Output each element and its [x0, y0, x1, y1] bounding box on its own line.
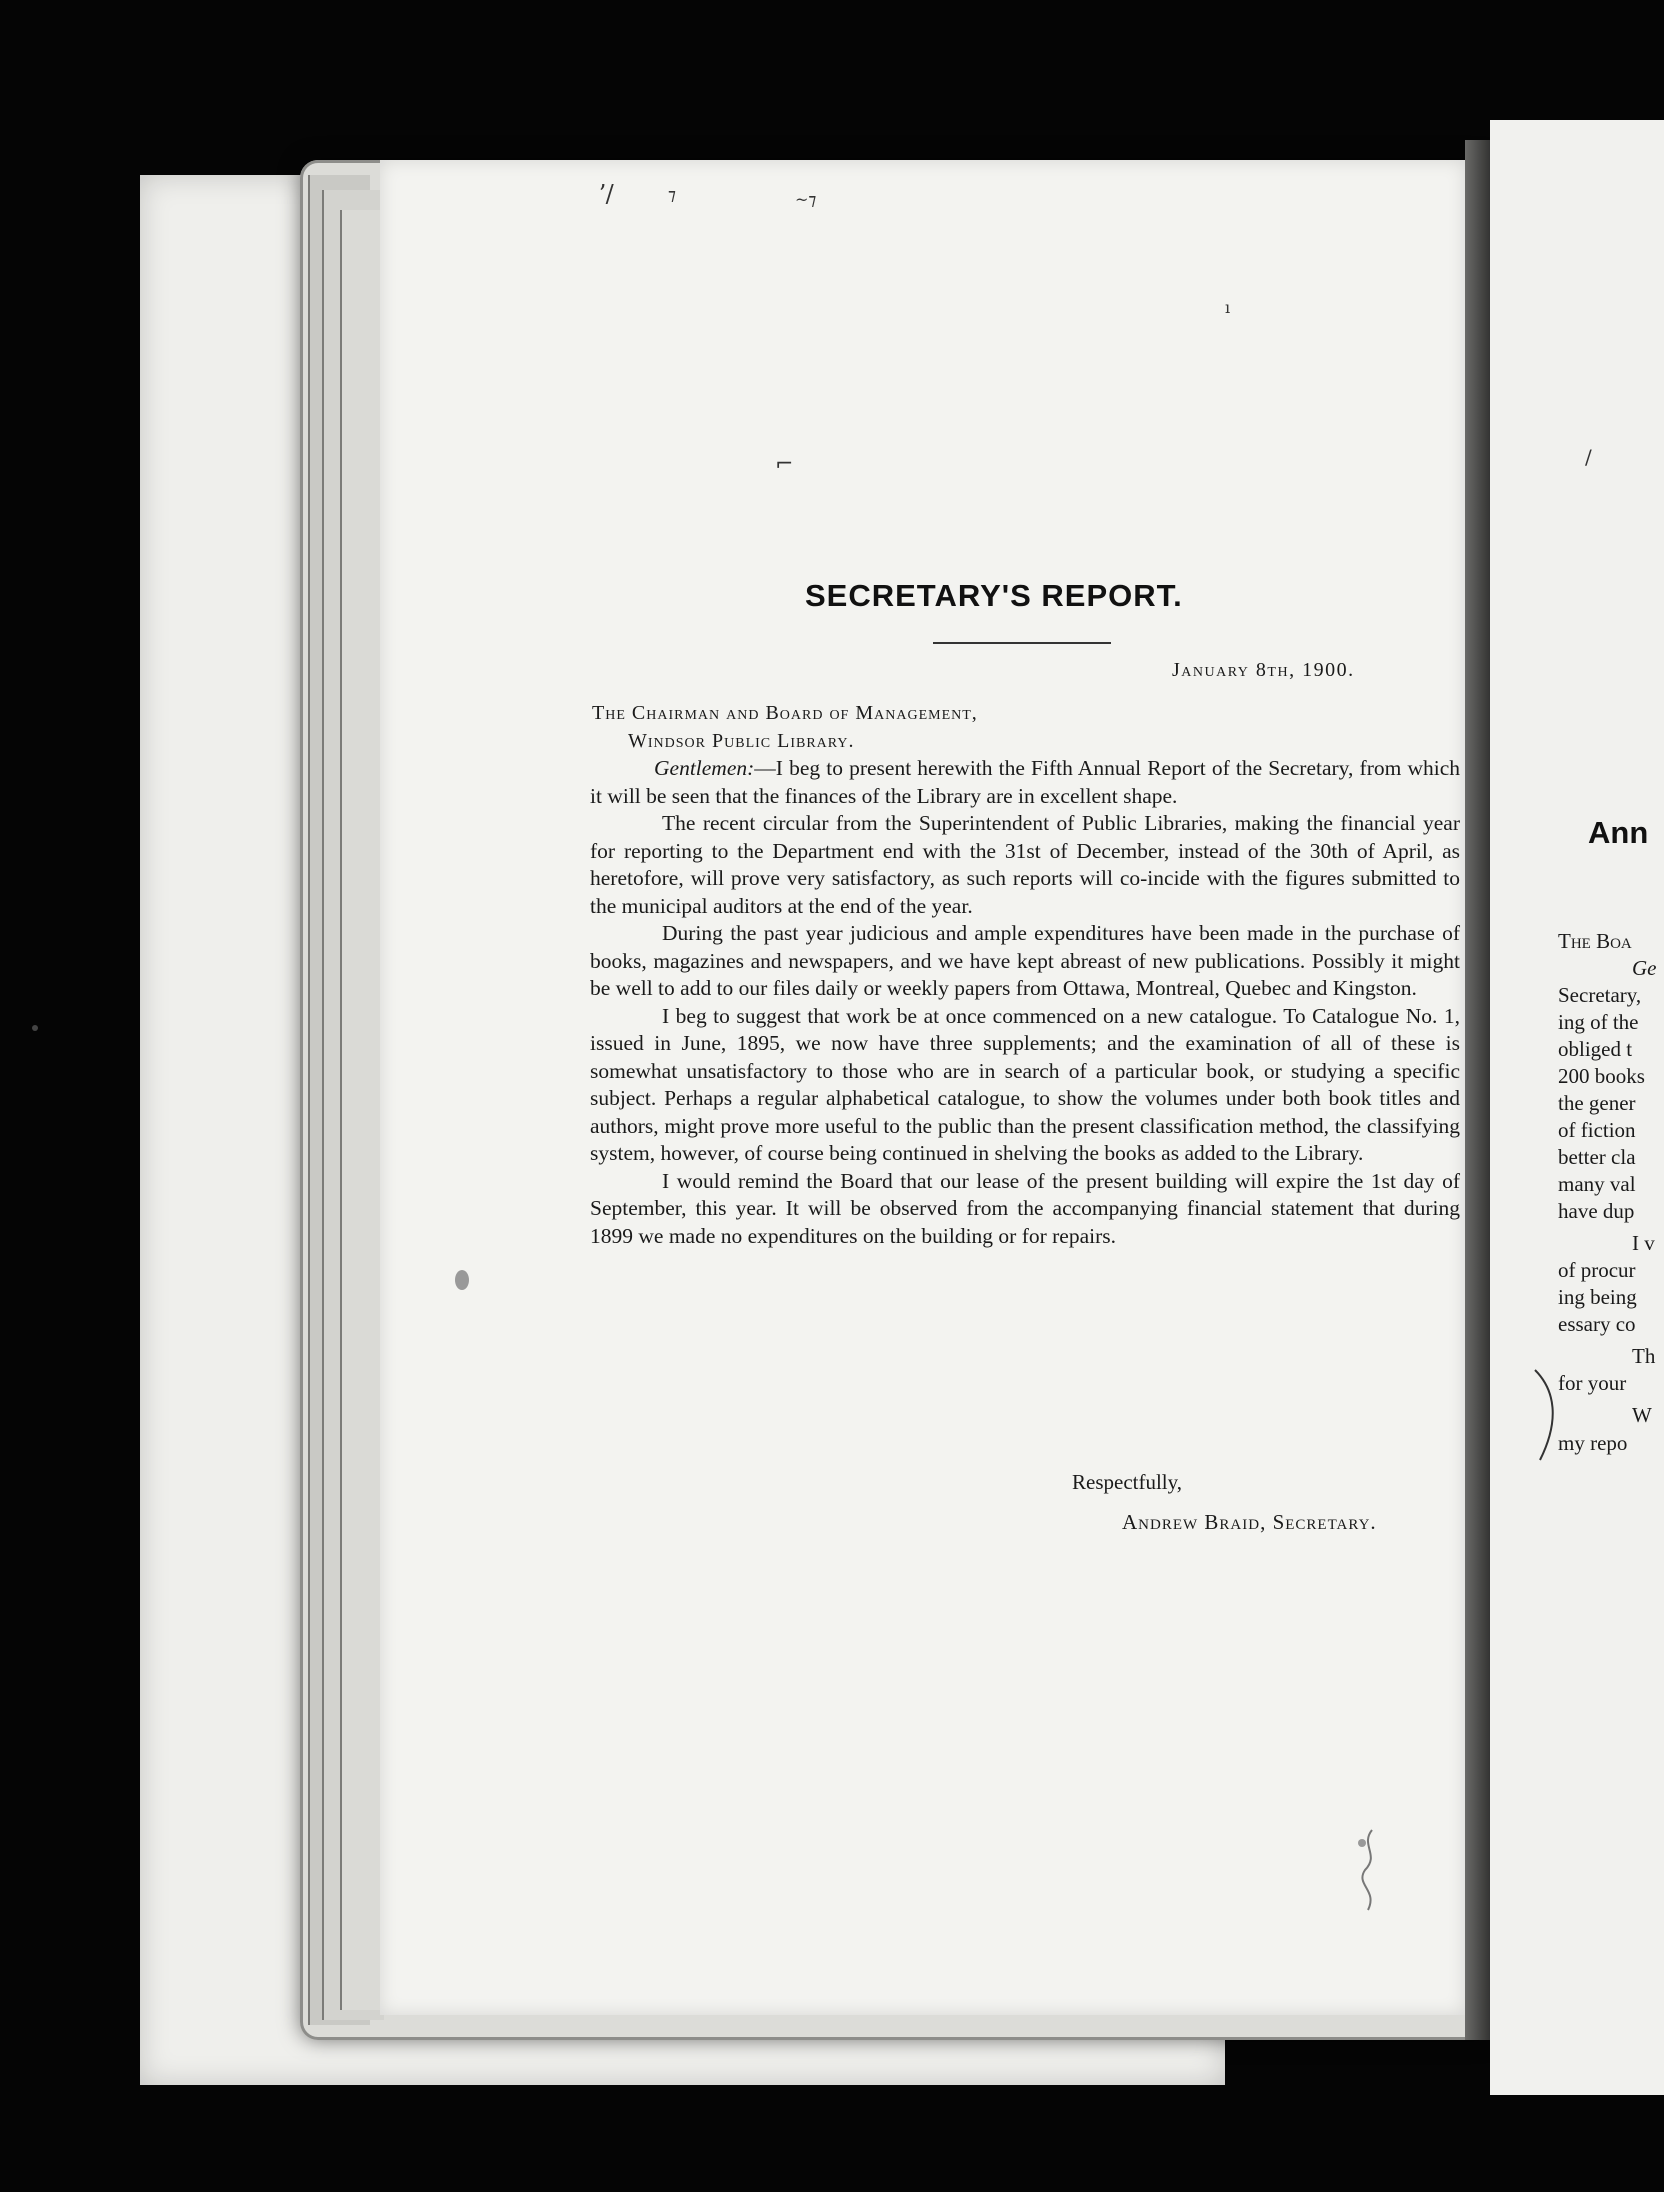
handwritten-mark: /	[1585, 445, 1592, 469]
facing-line: Secretary,	[1558, 983, 1642, 1007]
facing-line: essary co	[1558, 1312, 1636, 1336]
address-line-2: Windsor Public Library.	[628, 730, 855, 752]
facing-line: have dup	[1558, 1199, 1635, 1223]
gutter-shadow	[1465, 140, 1493, 2040]
facing-line: W	[1632, 1403, 1652, 1427]
handwritten-mark: ⁊	[668, 185, 676, 204]
bracket-mark	[1530, 1360, 1570, 1470]
handwritten-mark: ı	[1225, 298, 1231, 317]
address-line-1: The Chairman and Board of Management,	[592, 702, 978, 724]
facing-line: of fiction	[1558, 1118, 1636, 1142]
facing-line: 200 books	[1558, 1064, 1645, 1088]
facing-line: better cla	[1558, 1145, 1636, 1169]
facing-line: obliged t	[1558, 1037, 1633, 1061]
handwritten-mark: ⌐	[775, 452, 794, 477]
handwritten-mark: ʼ/	[598, 180, 614, 208]
facing-line: my repo	[1558, 1431, 1628, 1455]
facing-line: ing of the	[1558, 1010, 1639, 1034]
report-date: January 8th, 1900.	[1172, 659, 1355, 681]
facing-line: of procur	[1558, 1258, 1636, 1282]
facing-line: many val	[1558, 1172, 1636, 1196]
dust-speck	[32, 1025, 38, 1031]
pencil-scribble	[1350, 1825, 1390, 1915]
facing-line: ing being	[1558, 1285, 1637, 1309]
paragraph-1	[590, 755, 1460, 810]
facing-line: The Boa	[1558, 929, 1632, 953]
paragraph-4: I beg to suggest that work be at once commenced on a new catalogue. To Catalogue No. 1, issued in June, 1895, we now have three supplements; and the examination of all of these is somewhat unsatisfactory to those who are in search of a particular book, or studying a specific subject. Perhaps a regular alphabetical catalogue, to show the volumes under both book titles and authors, might prove more useful to the public than the present classification method, the classifying system, however, of course being continued in shelving the books as added to the Library.	[590, 1003, 1460, 1165]
facing-line: the gener	[1558, 1091, 1636, 1115]
report-body	[590, 755, 1460, 1250]
paragraph-5: I would remind the Board that our lease of the present building will expire the 1st day of September, this year. It will be observed from the accompanying financial statement that during 1899 we made no expenditures on the building or for repairs.	[590, 1168, 1460, 1248]
facing-page-title: Ann	[1588, 815, 1649, 850]
facing-line: Ge	[1632, 956, 1657, 980]
facing-page	[1490, 120, 1664, 2095]
paragraph-2: The recent circular from the Superintendent of Public Libraries, making the financial year for reporting to the Department end with the 31st of December, instead of the 30th of April, as heretofore, will prove very satisfactory, as such reports will co-incide with the figures submitted to the municipal auditors at the end of the year.	[590, 811, 1460, 918]
salutation: Gentlemen:	[654, 756, 755, 780]
paper-stain	[455, 1270, 469, 1290]
handwritten-mark: ~⁊	[795, 190, 817, 209]
facing-line: for your	[1558, 1371, 1627, 1395]
facing-line: Th	[1632, 1344, 1656, 1368]
report-title: SECRETARY'S REPORT.	[805, 578, 1183, 613]
signature: Andrew Braid, Secretary.	[1122, 1510, 1377, 1534]
paragraph-1-text: —I beg to present herewith the Fifth Annual Report of the Secretary, from which it will be seen that the finances of the Library are in excellent shape.	[590, 756, 1460, 808]
title-rule	[933, 642, 1111, 644]
paragraph-3: During the past year judicious and ample expenditures have been made in the purchase of books, magazines and newspapers, and we have kept abreast of new publications. Possibly it might be well to add to our files daily or weekly papers from Ottawa, Montreal, Quebec and Kingston.	[590, 921, 1460, 1000]
closing: Respectfully,	[1072, 1470, 1183, 1494]
facing-line: I v	[1632, 1231, 1655, 1255]
